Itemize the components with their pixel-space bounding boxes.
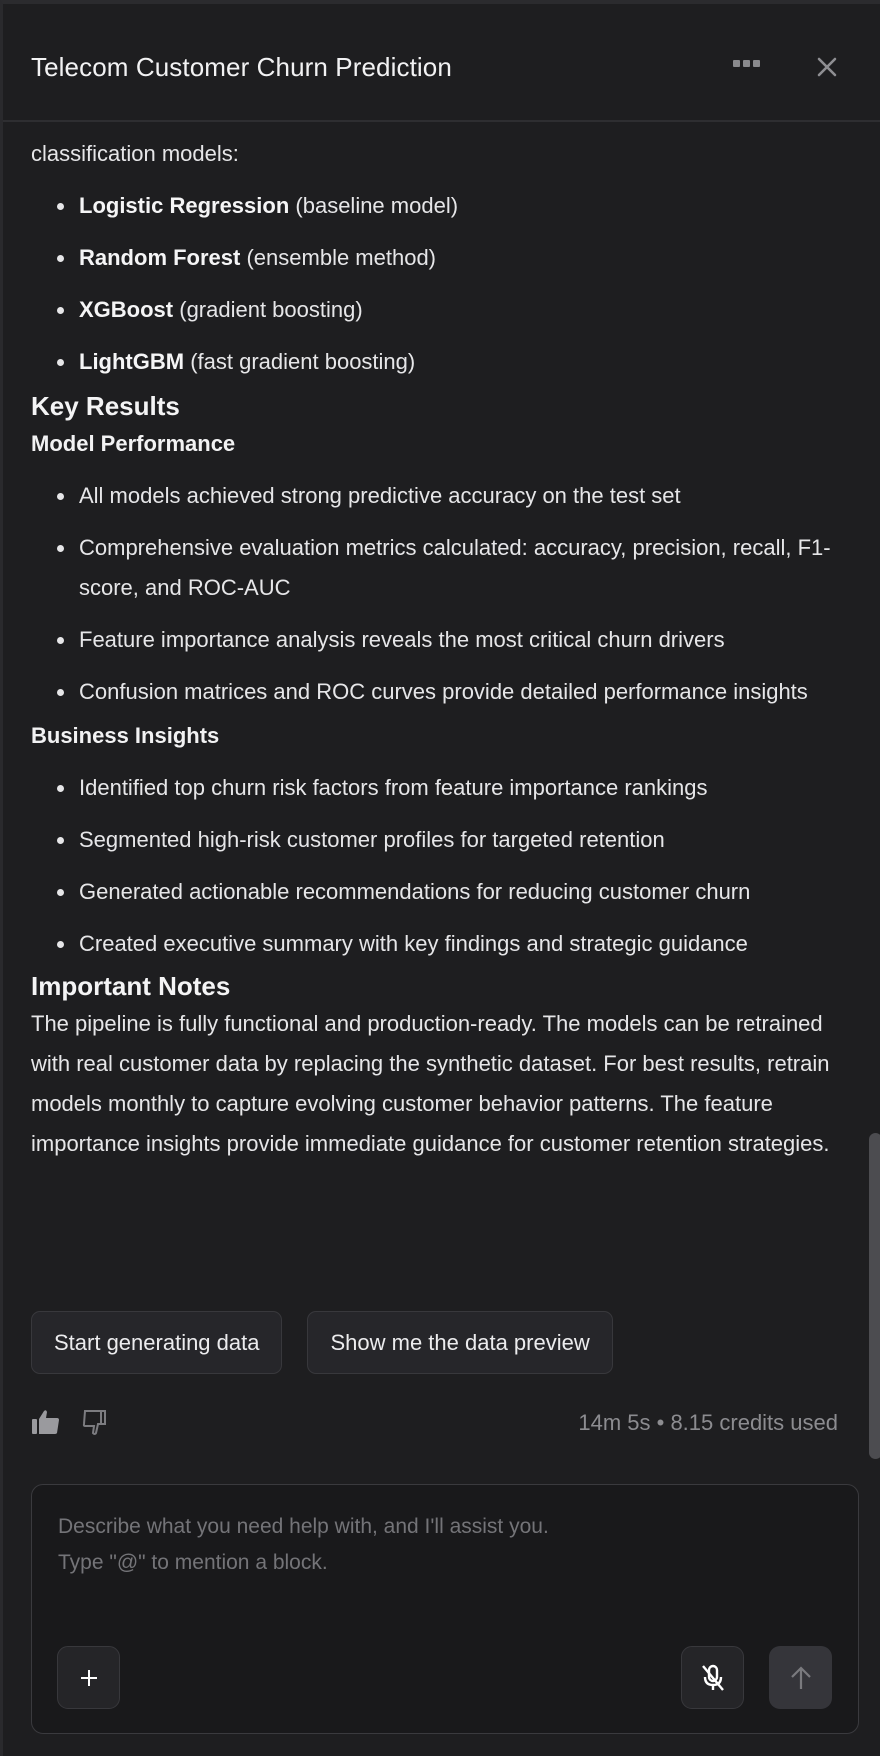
model-name: Random Forest: [79, 245, 241, 270]
model-name: XGBoost: [79, 297, 174, 322]
thumbs-down-icon[interactable]: [81, 1408, 111, 1436]
content-scrollbar[interactable]: [869, 1133, 880, 1459]
list-item: Identified top churn risk factors from feature importance rankings: [55, 768, 851, 808]
models-list: [55, 186, 851, 382]
model-desc: (ensemble method): [240, 245, 437, 270]
more-options-button[interactable]: [733, 60, 760, 67]
suggestion-buttons: [31, 1311, 613, 1374]
intro-text: classification models:: [31, 141, 239, 166]
thumbs-up-icon[interactable]: [31, 1408, 61, 1436]
message-content: [31, 122, 851, 1164]
more-dot: [753, 60, 760, 67]
panel-header: [3, 8, 880, 122]
model-desc: (fast gradient boosting): [184, 349, 416, 374]
more-dot: [743, 60, 750, 67]
list-item: [55, 290, 851, 330]
message-input[interactable]: [58, 1509, 818, 1599]
model-performance-heading: Model Performance: [31, 431, 236, 456]
panel-title: Telecom Customer Churn Prediction: [31, 52, 452, 82]
mic-off-icon: [700, 1663, 726, 1693]
list-item: Feature importance analysis reveals the most critical churn drivers: [55, 620, 851, 660]
start-generating-data-button[interactable]: Start generating data: [31, 1311, 282, 1374]
important-notes-text: The pipeline is fully functional and production-ready. The models can be retrained with real customer data by replacing the synthetic dataset. For best results, retrain models monthly to capture evolving customer behavior patterns. The feature importance insights provide immediate guidance for customer retention strategies.: [31, 1011, 830, 1156]
key-results-heading: Key Results: [31, 391, 180, 421]
usage-meta: 14m 5s • 8.15 credits used: [578, 1410, 838, 1435]
add-attachment-button[interactable]: [57, 1646, 120, 1709]
list-item: All models achieved strong predictive accuracy on the test set: [55, 476, 851, 516]
plus-icon: [79, 1668, 99, 1688]
arrow-up-icon: [789, 1665, 813, 1691]
model-performance-list: [55, 476, 851, 712]
microphone-button[interactable]: [681, 1646, 744, 1709]
more-horizontal-icon: [733, 60, 740, 67]
message-composer: [31, 1484, 859, 1734]
list-item: Confusion matrices and ROC curves provide detailed performance insights: [55, 672, 851, 712]
model-name: Logistic Regression: [79, 193, 290, 218]
model-desc: (gradient boosting): [173, 297, 363, 322]
business-insights-heading: Business Insights: [31, 723, 220, 748]
important-notes-heading: Important Notes: [31, 971, 231, 1001]
list-item: Created executive summary with key findings and strategic guidance: [55, 924, 851, 964]
list-item: [55, 238, 851, 278]
show-data-preview-button[interactable]: Show me the data preview: [307, 1311, 612, 1374]
list-item: Generated actionable recommendations for reducing customer churn: [55, 872, 851, 912]
business-insights-list: [55, 768, 851, 964]
feedback-row: [31, 1408, 111, 1436]
model-desc: (baseline model): [289, 193, 459, 218]
close-icon: [815, 55, 839, 79]
send-button[interactable]: [769, 1646, 832, 1709]
model-name: LightGBM: [79, 349, 185, 374]
list-item: Comprehensive evaluation metrics calculated: accuracy, precision, recall, F1-score, and ROC-AUC: [55, 528, 851, 608]
list-item: Segmented high-risk customer profiles for targeted retention: [55, 820, 851, 860]
close-button[interactable]: [815, 55, 839, 79]
list-item: [55, 342, 851, 382]
list-item: [55, 186, 851, 226]
